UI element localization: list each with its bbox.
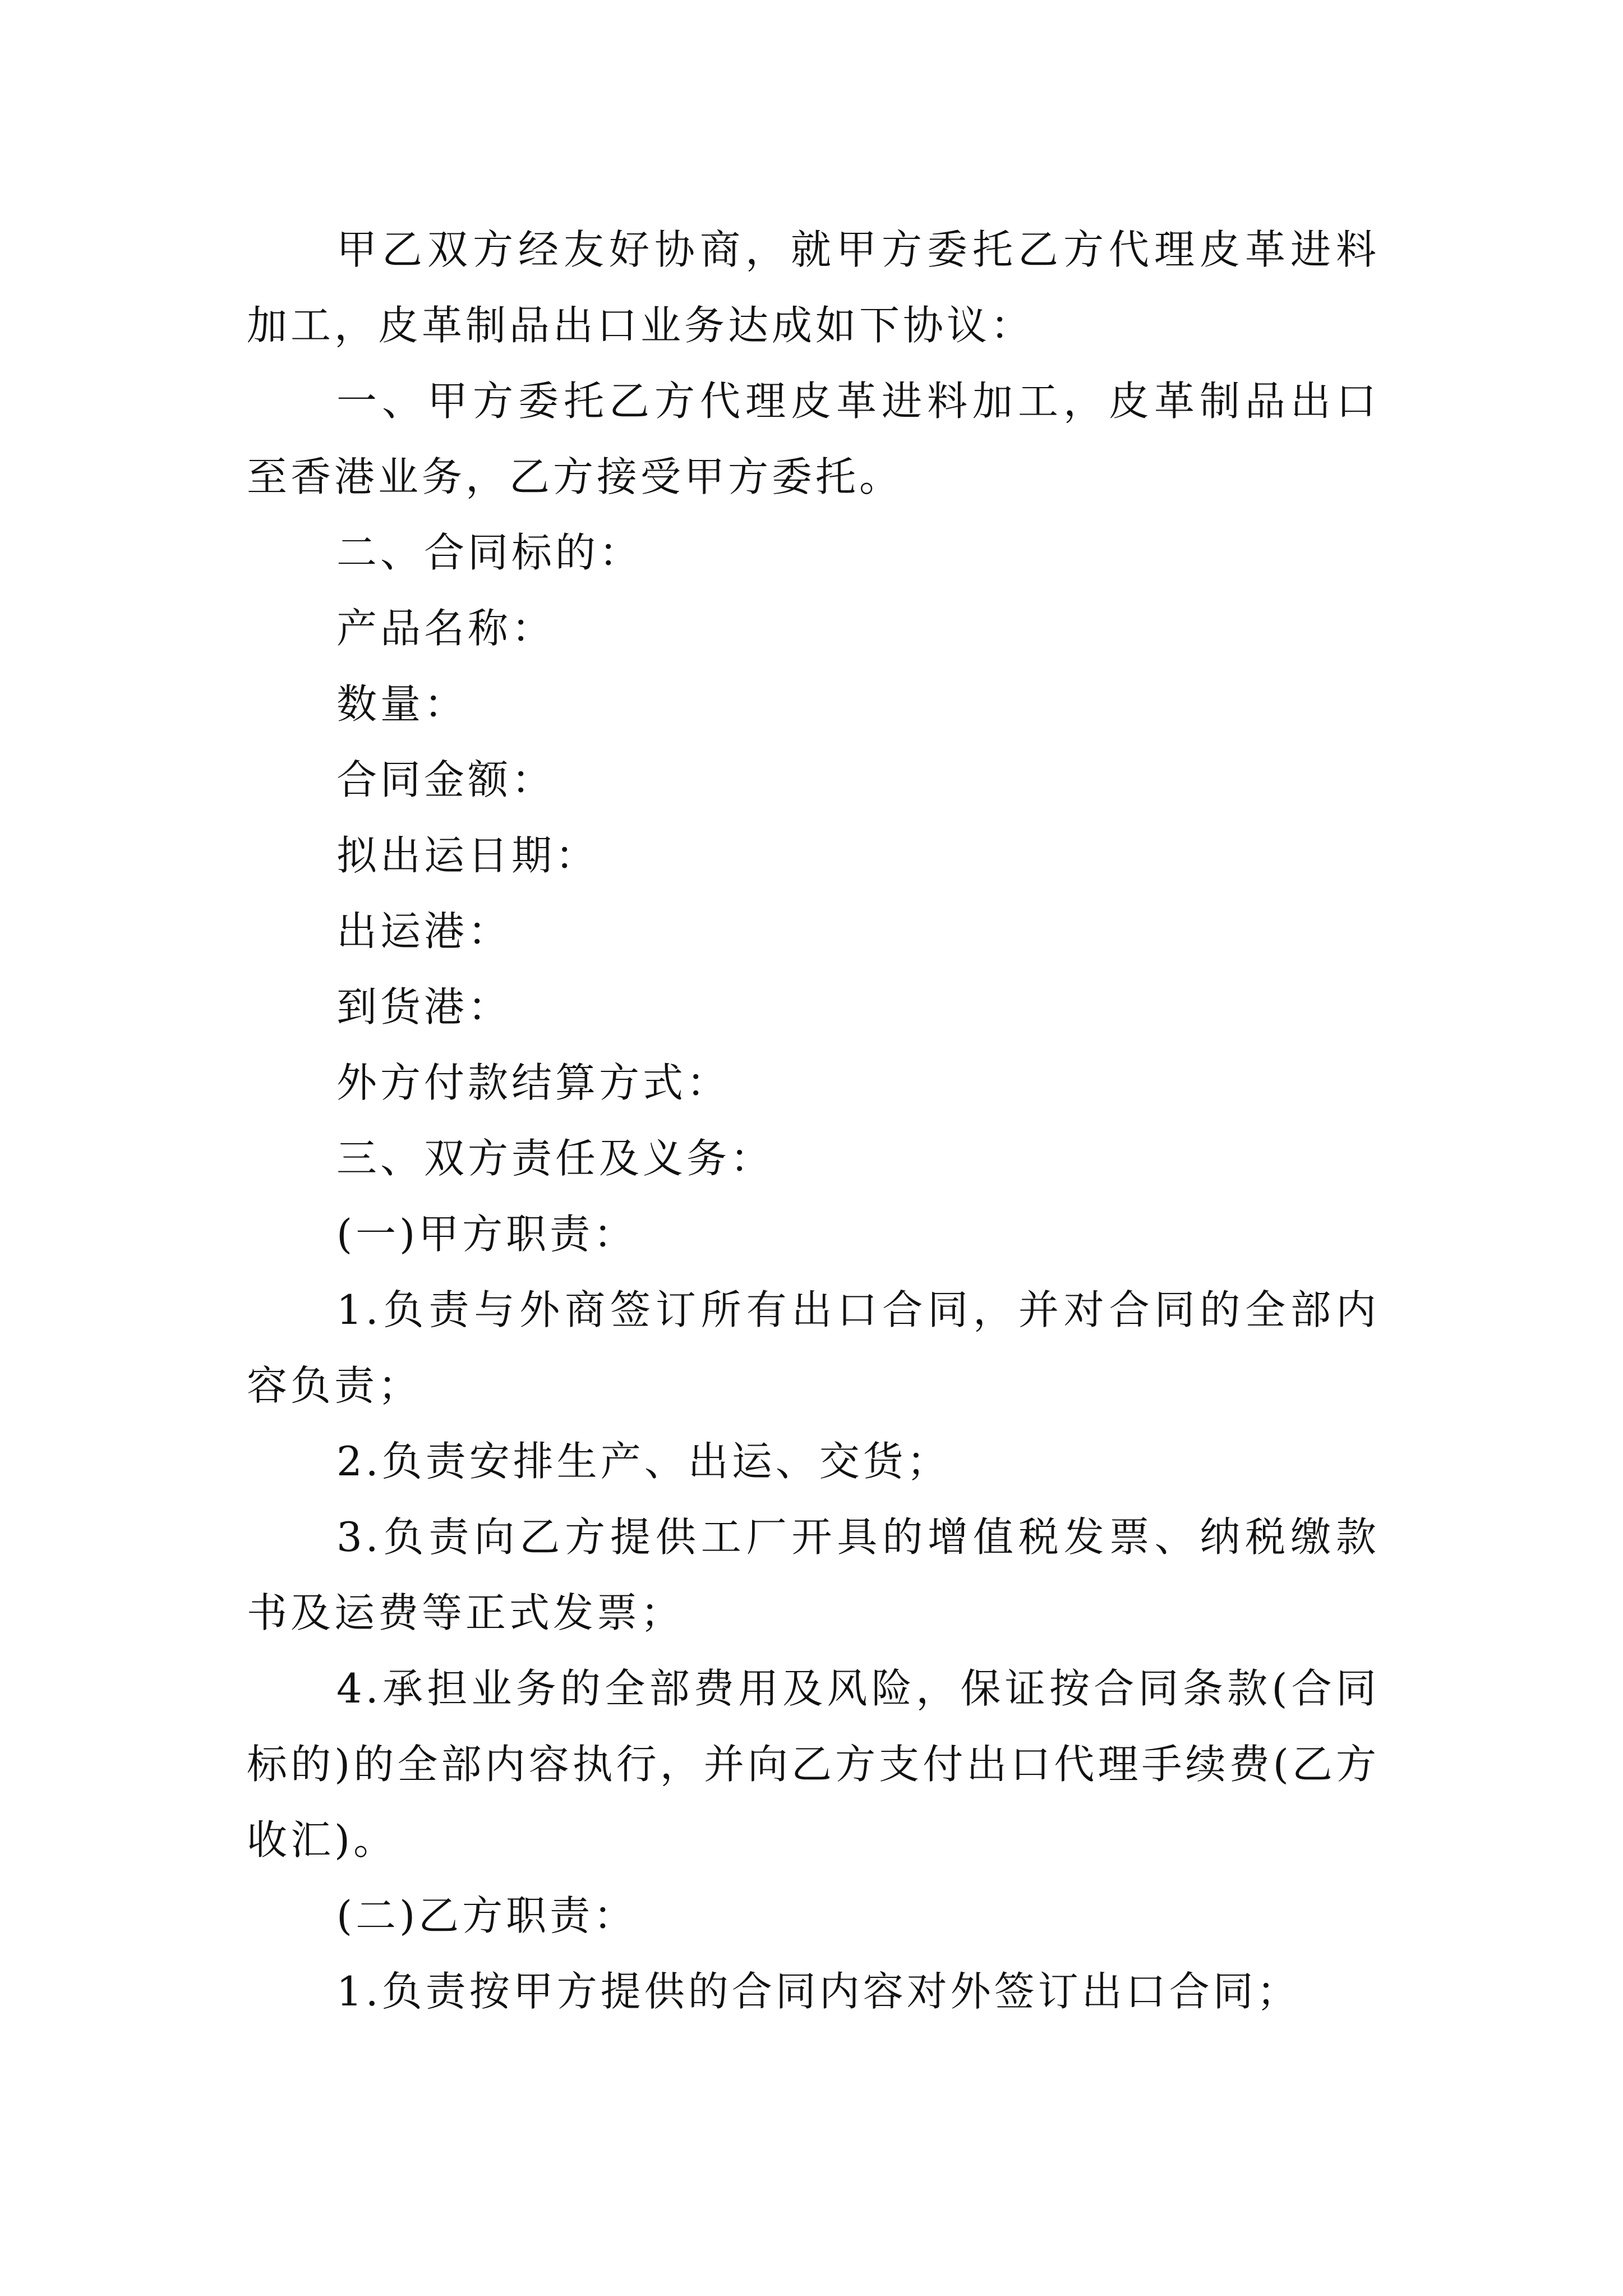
party-a-duty-4: 4.承担业务的全部费用及风险，保证按合同条款(合同标的)的全部内容执行，并向乙方支付出口代理手续费(乙方收汇)。 xyxy=(247,1665,1380,1864)
party-a-duty-3: 3.负责向乙方提供工厂开具的增值税发票、纳税缴款书及运费等正式发票； xyxy=(247,1513,1380,1636)
field-shipment-date: 拟出运日期： xyxy=(336,832,600,879)
field-port-of-destination: 到货港： xyxy=(336,983,512,1030)
party-a-duty-2: 2.负责安排生产、出运、交货； xyxy=(336,1438,951,1485)
field-payment-method: 外方付款结算方式： xyxy=(336,1059,731,1106)
party-a-duty-1: 1.负责与外商签订所有出口合同，并对合同的全部内容负责； xyxy=(247,1286,1380,1409)
subheading-party-a-duties: (一)甲方职责： xyxy=(336,1211,638,1258)
paragraph-clause-3-heading: 三、双方责任及义务： xyxy=(336,1135,774,1182)
party-b-duty-1: 1.负责按甲方提供的合同内容对外签订出口合同； xyxy=(336,1968,1301,2015)
paragraph-intro: 甲乙双方经友好协商，就甲方委托乙方代理皮革进料加工，皮革制品出口业务达成如下协议： xyxy=(247,226,1380,349)
field-quantity: 数量： xyxy=(336,680,468,728)
paragraph-clause-2-heading: 二、合同标的： xyxy=(336,529,643,576)
subheading-party-b-duties: (二)乙方职责： xyxy=(336,1892,638,1939)
field-product-name: 产品名称： xyxy=(336,605,556,652)
field-port-of-loading: 出运港： xyxy=(336,908,512,955)
field-contract-amount: 合同金额： xyxy=(336,756,556,803)
document-body xyxy=(247,212,1380,2030)
paragraph-clause-1: 一、甲方委托乙方代理皮革进料加工，皮革制品出口至香港业务，乙方接受甲方委托。 xyxy=(247,378,1380,500)
